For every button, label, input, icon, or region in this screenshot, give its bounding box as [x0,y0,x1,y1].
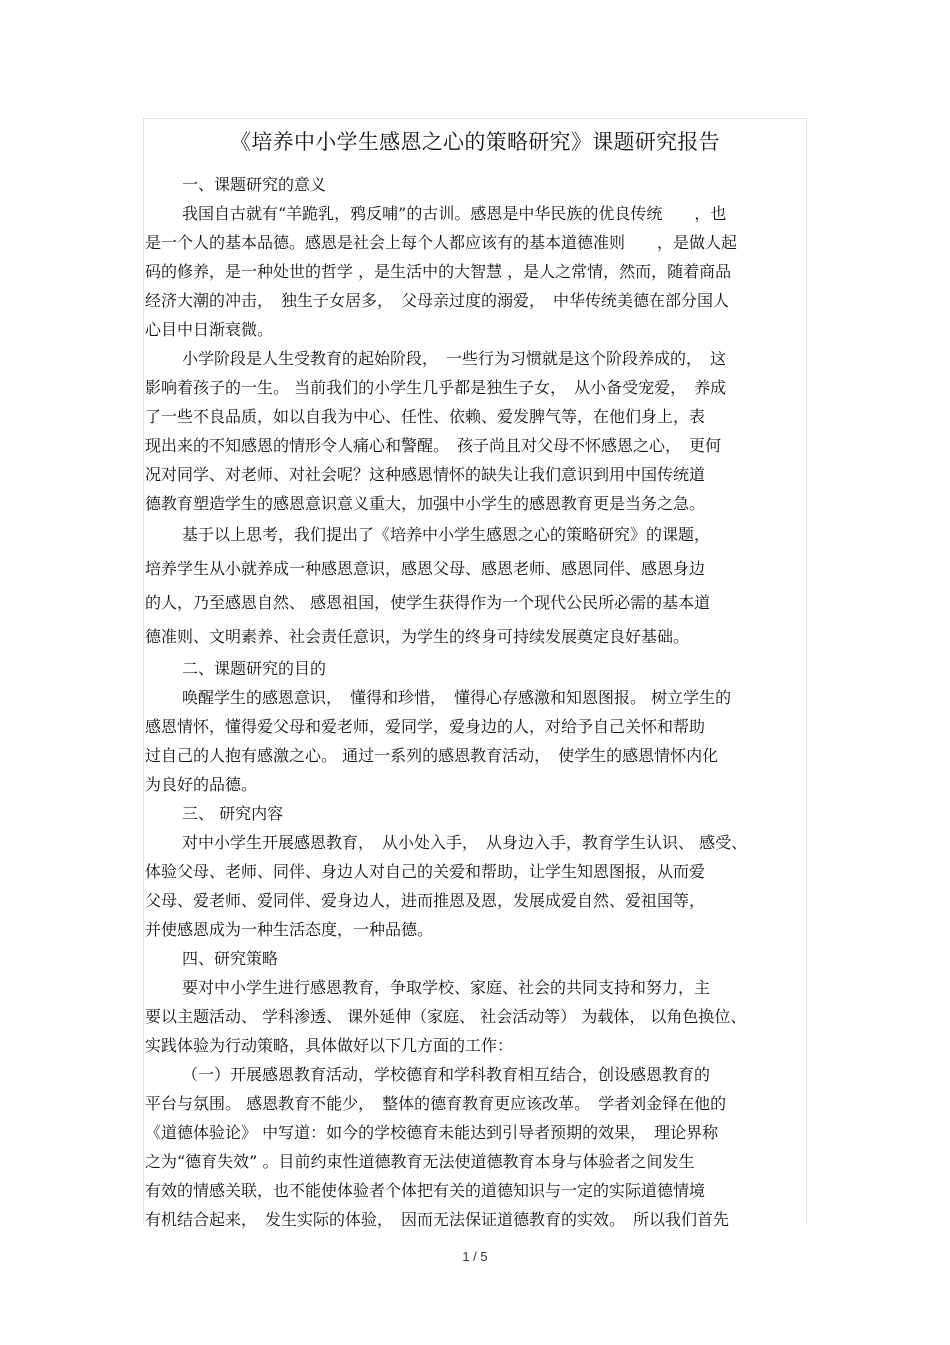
document-body [145,170,807,1234]
text-line: 过自己的人抱有感激之心。 通过一系列的感恩教育活动， 使学生的感恩情怀内化 [145,746,719,765]
frame-top-border [143,118,807,119]
text-line: 码的修养，是一种处世的哲学 ，是生活中的大智慧 ，是人之常情，然而，随着商品 [145,262,732,281]
text-line: 有效的情感关联，也不能使体验者个体把有关的道德知识与一定的实际道德情境 [145,1181,706,1200]
text-line: 有机结合起来， 发生实际的体验， 因而无法保证道德教育的实效。 所以我们首先 [145,1210,730,1229]
page-number: 1 / 5 [462,1249,488,1264]
text-line: 要对中小学生进行感恩教育，争取学校、家庭、社会的共同支持和努力，主 [182,978,711,997]
text-line: 况对同学、对老师、对社会呢？这种感恩情怀的缺失让我们意识到用中国传统道 [145,465,706,484]
text-line: 经济大潮的冲击， 独生子女居多， 父母亲过度的溺爱， 中华传统美德在部分国人 [145,291,730,310]
text-line: 《道德体验论》 中写道：如今的学校德育未能达到引导者预期的效果， 理论界称 [145,1123,719,1142]
text-line: 德准则、文明素养、社会责任意识，为学生的终身可持续发展奠定良好基础。 [145,627,690,646]
text-line: 小学阶段是人生受教育的起始阶段， 一些行为习惯就是这个阶段养成的， 这 [182,349,727,368]
text-line: 对中小学生开展感恩教育， 从小处入手， 从身边入手，教育学生认识、 感受、 [182,833,748,852]
text-line: 三、 研究内容 [182,804,284,823]
text-line: 之为“德育失效” 。目前约束性道德教育无法使道德教育本身与体验者之间发生 [145,1152,695,1171]
text-line: 德教育塑造学生的感恩意识意义重大，加强中小学生的感恩教育更是当务之急。 [145,494,706,513]
text-line: 现出来的不知感恩的情形令人痛心和警醒。 孩子尚且对父母不怀感恩之心， 更何 [145,436,722,455]
text-line: 培养学生从小就养成一种感恩意识，感恩父母、感恩老师、感恩同伴、感恩身边 [145,559,706,578]
text-line: 一、课题研究的意义 [182,175,327,194]
document-title: 《培养中小学生感恩之心的策略研究》课题研究报告 [230,130,720,154]
text-line: 是一个人的基本品德。感恩是社会上每个人都应该有的基本道德准则 ，是做人起 [145,233,738,252]
text-line: 我国自古就有“羊跪乳，鸦反哺”的古训。感恩是中华民族的优良传统 ，也 [182,204,727,223]
text-line: 四、研究策略 [182,949,279,968]
text-line: 基于以上思考，我们提出了《培养中小学生感恩之心的策略研究》的课题， [182,525,711,544]
text-line: 体验父母、老师、同伴、身边人对自己的关爱和帮助，让学生知恩图报，从而爱 [145,862,706,881]
text-line: 平台与氛围。 感恩教育不能少， 整体的德育教育更应该改革。 学者刘金铎在他的 [145,1094,727,1113]
text-line: 感恩情怀，懂得爱父母和爱老师，爱同学，爱身边的人，对给予自己关怀和帮助 [145,717,706,736]
text-line: 了一些不良品质，如以自我为中心、任性、依赖、爱发脾气等，在他们身上，表 [145,407,706,426]
text-line: 的人，乃至感恩自然、 感恩祖国，使学生获得作为一个现代公民所必需的基本道 [145,593,711,612]
text-line: 父母、爱老师、爱同伴、爱身边人，进而推恩及恩，发展成爱自然、爱祖国等， [145,891,706,910]
text-line: 唤醒学生的感恩意识， 懂得和珍惜， 懂得心存感激和知恩图报。 树立学生的 [182,688,732,707]
text-line: 为良好的品德。 [145,775,258,794]
text-line: 实践体验为行动策略，具体做好以下几方面的工作： [145,1036,514,1055]
text-line: （一）开展感恩教育活动，学校德育和学科教育相互结合，创设感恩教育的 [182,1065,711,1084]
text-line: 并使感恩成为一种生活态度，一种品德。 [145,920,434,939]
text-line: 影响着孩子的一生。 当前我们的小学生几乎都是独生子女， 从小备受宠爱， 养成 [145,378,727,397]
frame-left-border [143,118,144,1224]
text-line: 二、课题研究的目的 [182,659,327,678]
text-line: 心目中日渐衰微。 [145,320,274,339]
text-line: 要以主题活动、 学科渗透、 课外延伸（家庭、 社会活动等） 为载体， 以角色换位、 [145,1007,747,1026]
